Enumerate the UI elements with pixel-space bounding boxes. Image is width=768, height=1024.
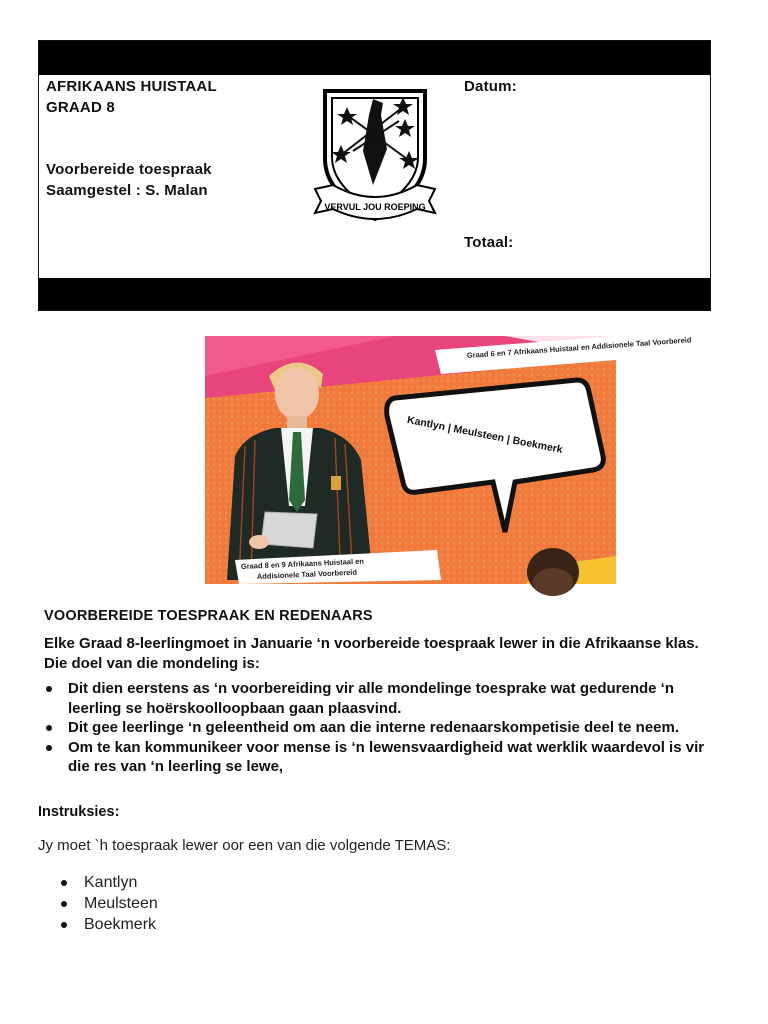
bullet-dot-icon — [61, 901, 67, 907]
theme-item — [60, 893, 158, 914]
crest-motto: VERVUL JOU ROEPING — [324, 202, 426, 212]
total-label: Totaal: — [464, 234, 514, 251]
poster-bottom-banner-line1: Graad 8 en 9 Afrikaans Huistaal en — [240, 556, 365, 571]
school-crest-logo — [313, 89, 437, 225]
subject-title: AFRIKAANS HUISTAAL — [46, 78, 217, 95]
instructions-title: Instruksies: — [38, 804, 120, 820]
theme-item — [60, 872, 158, 893]
poster-bubble-text: Kantlyn | Meulsteen | Boekmerk — [406, 413, 564, 456]
instructions-text: Jy moet `h toespraak lewer oor een van die volgende TEMAS: — [38, 837, 451, 854]
bullet-dot-icon — [46, 686, 52, 692]
poster-top-banner: Graad 6 en 7 Afrikaans Huistaal en Addisionele Taal Voorbereid — [466, 335, 692, 360]
bullet-dot-icon — [61, 880, 67, 886]
date-label: Datum: — [464, 78, 517, 95]
compiler-label: Saamgestel : S. Malan — [46, 182, 208, 199]
theme-label: Meulsteen — [84, 895, 158, 912]
grade-label: GRAAD 8 — [46, 99, 115, 116]
purpose-bullet — [44, 679, 724, 718]
theme-label: Boekmerk — [84, 916, 157, 933]
header-bottom-band — [39, 278, 710, 310]
theme-label: Kantlyn — [84, 874, 138, 891]
bullet-dot-icon — [61, 922, 67, 928]
bullet-text: Dit gee leerlinge ‘n geleentheid om aan die interne redenaarskompetisie deel te neem. — [68, 719, 680, 736]
header-top-band — [39, 41, 710, 75]
theme-item — [60, 914, 158, 935]
purpose-bullet — [44, 738, 724, 777]
theme-list — [60, 872, 158, 935]
bullet-text: Dit dien eerstens as ‘n voorbereiding vir alle mondelinge toesprake wat gedurende ‘n leerling se hoërskoolloopbaan gaan plaasvind. — [68, 680, 674, 717]
purpose-bullet — [44, 718, 724, 738]
task-label: Voorbereide toespraak — [46, 161, 212, 178]
poster-bottom-banner-line2: Addisionele Taal Voorbereid — [256, 567, 358, 581]
purpose-bullet-list — [44, 679, 724, 777]
bullet-dot-icon — [46, 745, 52, 751]
bullet-dot-icon — [46, 725, 52, 731]
intro-paragraph: Elke Graad 8-leerlingmoet in Januarie ‘n voorbereide toespraak lewer in die Afrikaanse klas. Die doel van die mondeling is: — [44, 635, 699, 672]
section-title: VOORBEREIDE TOESPRAAK EN REDENAARS — [44, 608, 373, 624]
document-header — [38, 40, 711, 311]
bullet-text: Om te kan kommunikeer voor mense is ‘n lewensvaardigheid wat werklik waardevol is vir die res van ‘n leerling se lewe, — [68, 738, 705, 775]
speech-poster-image — [205, 335, 692, 584]
